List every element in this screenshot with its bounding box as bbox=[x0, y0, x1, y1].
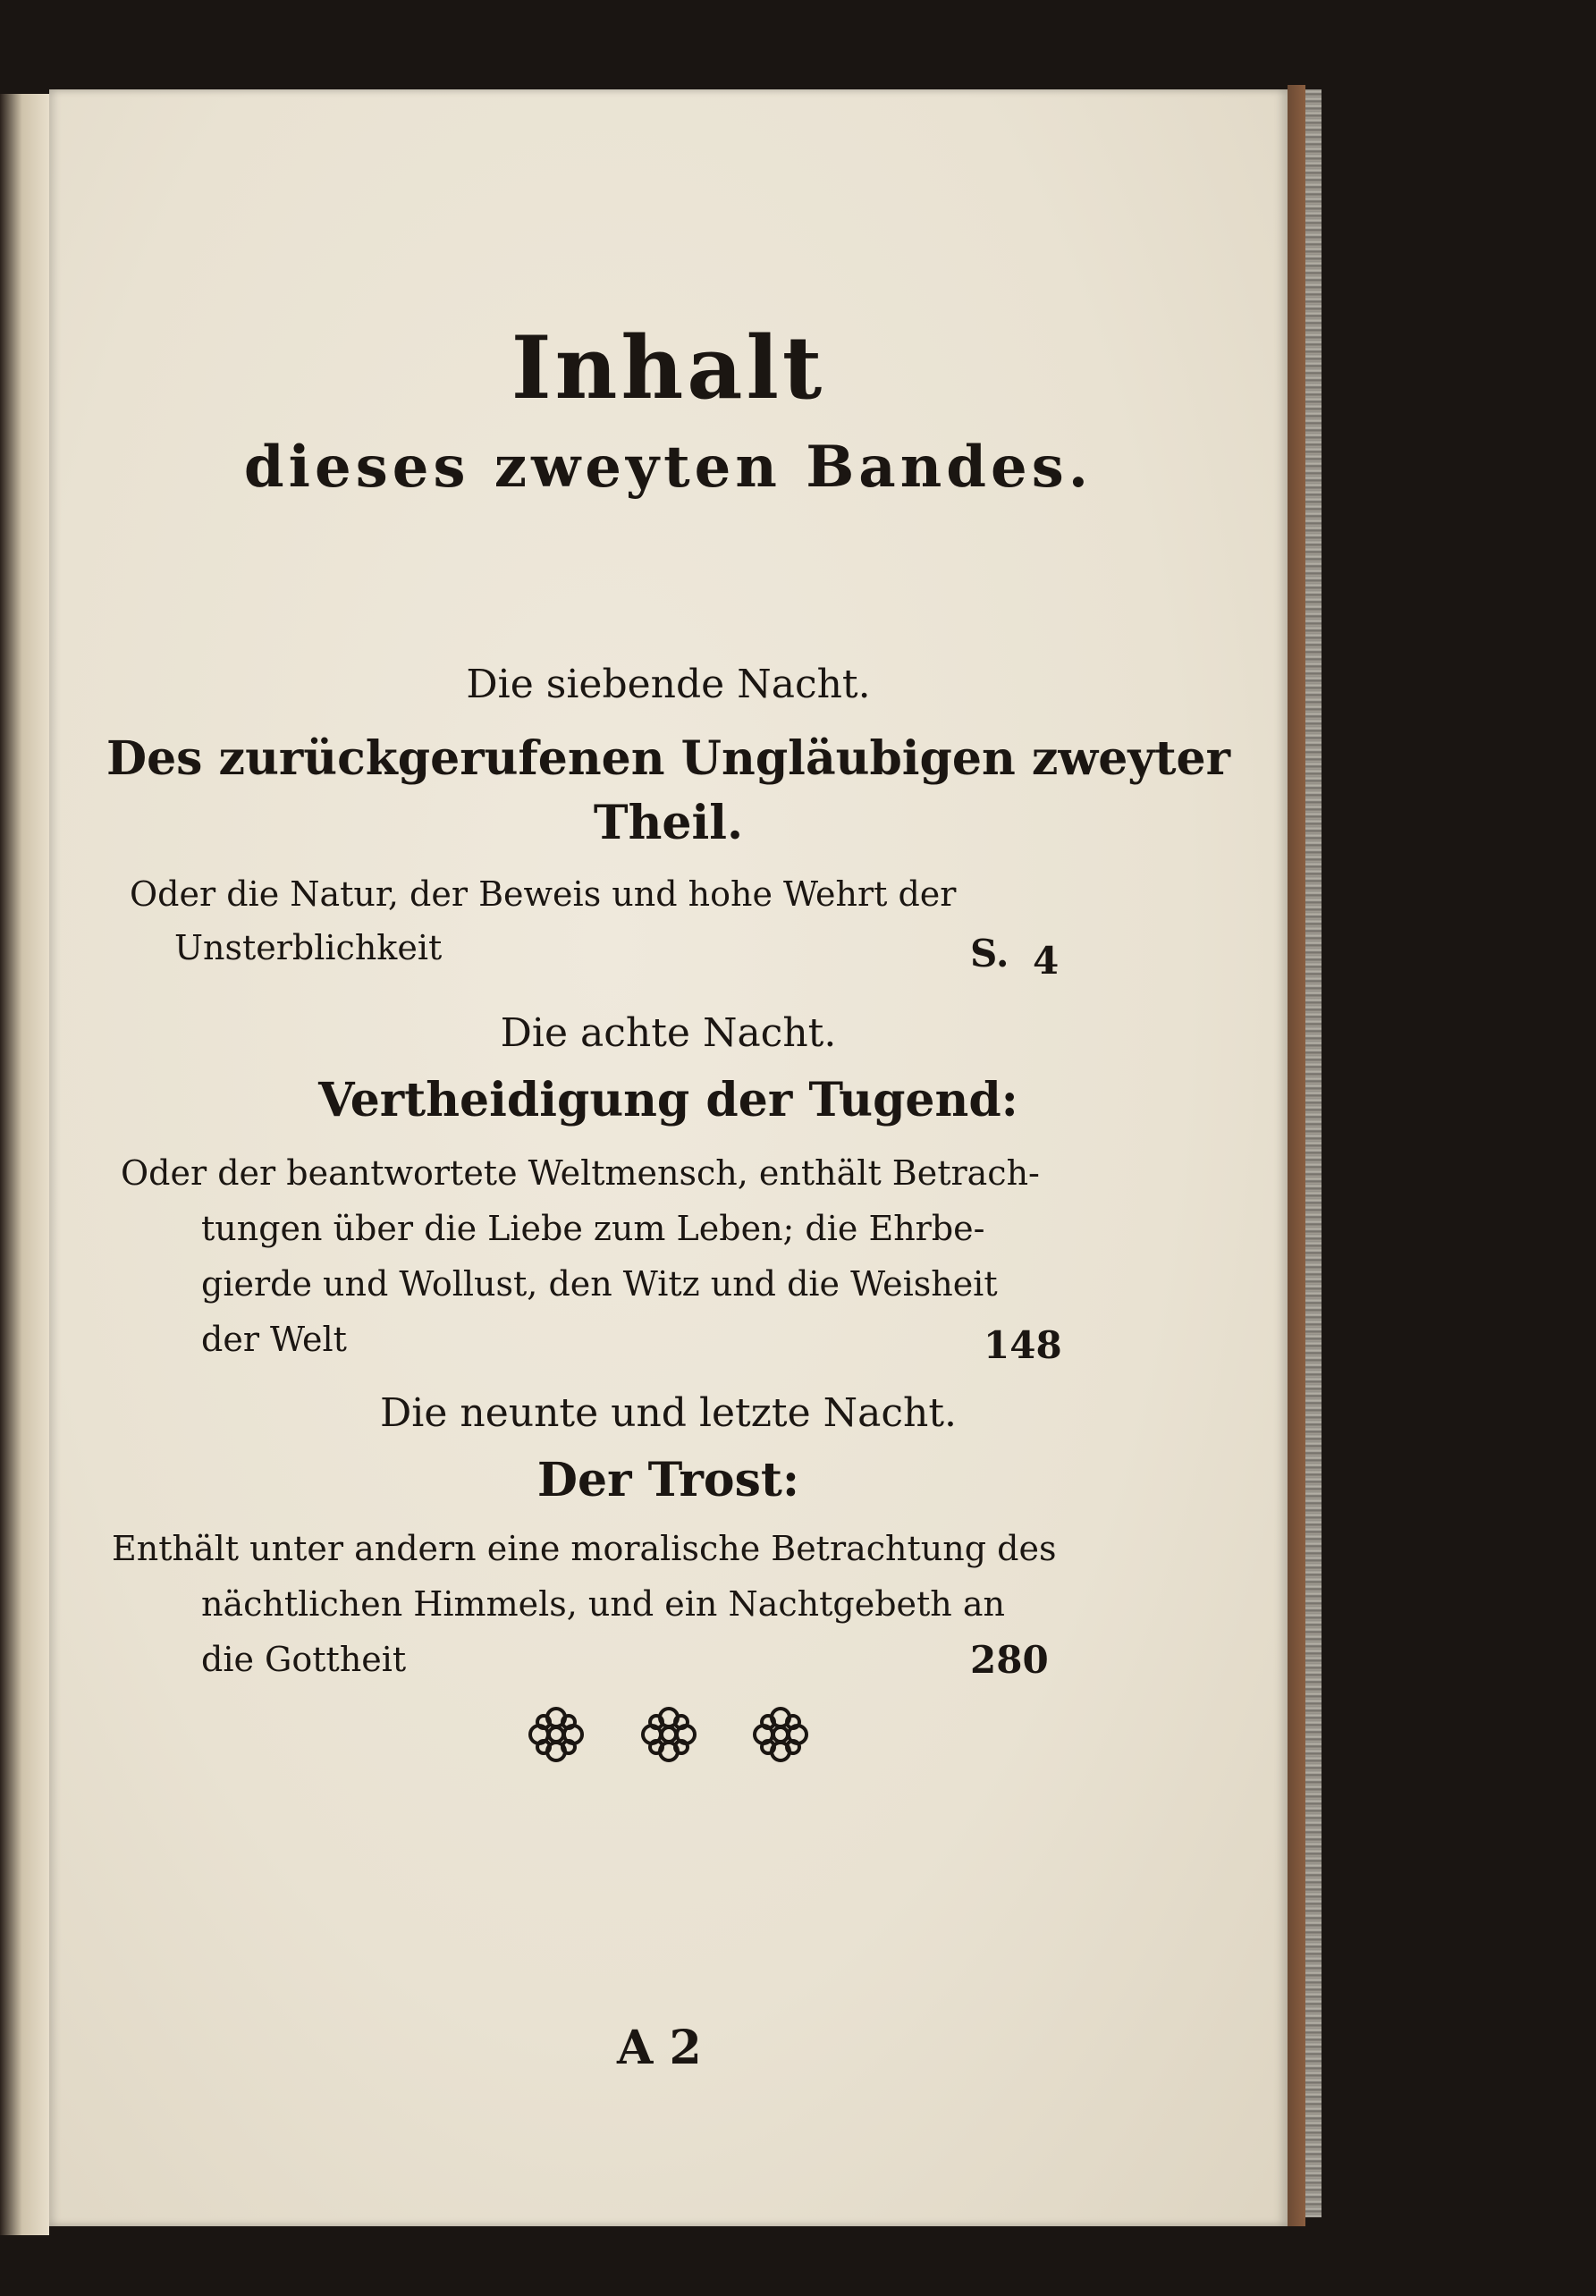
night-title-9: Die neunte und letzte Nacht. bbox=[379, 1390, 958, 1436]
toc-entry-9-line-2: nächtlichen Himmels, und ein Nachtgebeth an bbox=[201, 1584, 1005, 1624]
toc-entry-8-line-4: der Welt bbox=[201, 1320, 347, 1359]
page-subtitle: dieses zweyten Bandes. bbox=[243, 434, 1094, 501]
toc-entry-8-line-2: tungen über die Liebe zum Leben; die Ehrbe- bbox=[201, 1209, 985, 1248]
night-title-8: Die achte Nacht. bbox=[500, 1010, 837, 1056]
toc-entry-7-line-2: Unsterblichkeit bbox=[174, 928, 443, 967]
toc-entry-9-line-3: die Gottheit bbox=[201, 1640, 407, 1679]
page-number-8: 148 bbox=[984, 1323, 1062, 1367]
night-title-7: Die siebende Nacht. bbox=[466, 662, 871, 707]
page-content bbox=[49, 89, 1288, 2226]
left-page-edge bbox=[0, 94, 49, 2235]
section-heading-7-line-2: Theil. bbox=[593, 796, 744, 850]
toc-entry-7-line-1: Oder die Natur, der Beweis und hohe Wehrt der bbox=[130, 874, 957, 914]
section-heading-7-line-1: Des zurückgerufenen Ungläubigen zweyter bbox=[106, 731, 1230, 786]
page-prefix: S. bbox=[970, 932, 1009, 975]
toc-entry-8-line-3: gierde und Wollust, den Witz und die Weisheit bbox=[201, 1264, 998, 1304]
toc-entry-8-line-1: Oder der beantwortete Weltmensch, enthält Betrach- bbox=[121, 1153, 1040, 1193]
ornament-row bbox=[49, 1703, 1288, 1769]
page-title: Inhalt bbox=[511, 317, 826, 418]
flower-ornament-icon bbox=[638, 1703, 700, 1766]
flower-ornament-icon bbox=[749, 1703, 812, 1766]
section-heading-8: Vertheidigung der Tugend: bbox=[318, 1073, 1018, 1127]
page-number-9: 280 bbox=[970, 1638, 1049, 1682]
book-cover-board bbox=[1288, 85, 1305, 2226]
page-number-7: 4 bbox=[1033, 939, 1060, 983]
flower-ornament-icon bbox=[525, 1703, 587, 1766]
book-page bbox=[49, 89, 1288, 2226]
section-heading-9: Der Trost: bbox=[536, 1453, 800, 1507]
toc-entry-9-line-1: Enthält unter andern eine moralische Betrachtung des bbox=[112, 1529, 1057, 1568]
signature-mark: A 2 bbox=[617, 2021, 702, 2075]
